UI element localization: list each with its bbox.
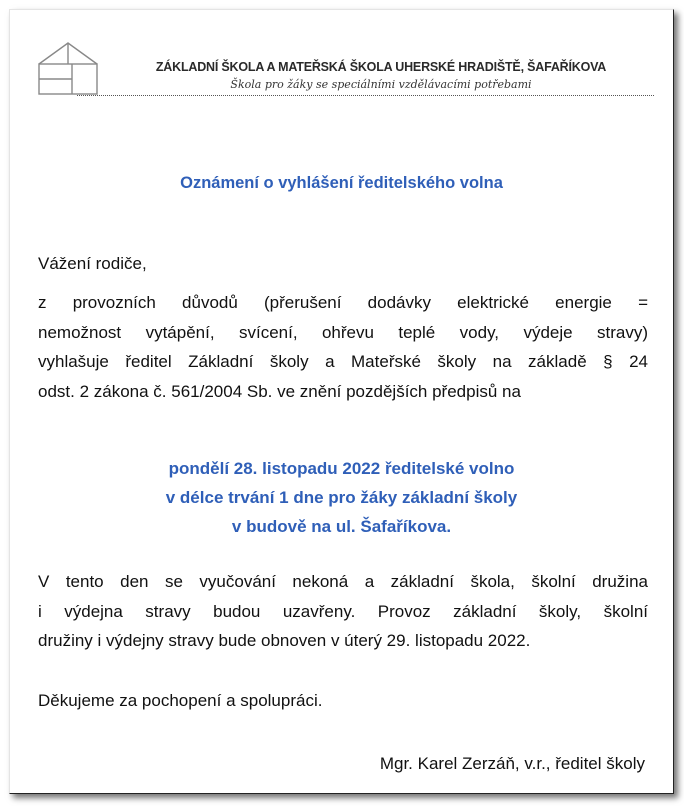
thanks-text: Děkujeme za pochopení a spolupráci. bbox=[38, 691, 323, 710]
signature: Mgr. Karel Zerzáň, v.r., ředitel školy bbox=[379, 754, 645, 773]
document-page bbox=[9, 9, 674, 794]
school-name: ZÁKLADNÍ ŠKOLA A MATEŘSKÁ ŠKOLA UHERSKÉ HRADIŠTĚ, ŠAFAŘÍKOVA bbox=[155, 60, 607, 74]
paragraph-line: družiny i výdejny stravy bude obnoven v úterý 29. listopadu 2022. bbox=[38, 631, 531, 650]
paragraph-line: V tento den se vyučování nekoná a základní škola, školní družina bbox=[38, 572, 648, 591]
paragraph-line: z provozních důvodů (přerušení dodávky elektrické energie = bbox=[38, 293, 648, 312]
paragraph-line: vyhlašuje ředitel Základní školy a Mateřské školy na základě § 24 bbox=[38, 352, 648, 371]
notice-line: v délce trvání 1 dne pro žáky základní školy bbox=[165, 488, 518, 507]
header-divider bbox=[77, 95, 654, 96]
notice-line: v budově na ul. Šafaříkova. bbox=[231, 517, 452, 536]
house-logo-icon bbox=[38, 42, 98, 96]
greeting: Vážení rodiče, bbox=[38, 254, 147, 273]
paragraph-closure bbox=[38, 567, 648, 656]
notice-highlight bbox=[10, 454, 673, 541]
paragraph-line: odst. 2 zákona č. 561/2004 Sb. ve znění pozdějších předpisů na bbox=[38, 381, 521, 401]
paragraph-line: i výdejna stravy budou uzavřeny. Provoz základní školy, školní bbox=[38, 601, 648, 621]
paragraph-reasons bbox=[38, 288, 648, 406]
document-title: Oznámení o vyhlášení ředitelského volna bbox=[180, 174, 503, 192]
school-motto: Škola pro žáky se speciálními vzdělávacími potřebami bbox=[230, 78, 532, 91]
paragraph-line: nemožnost vytápění, svícení, ohřevu teplé vody, výdeje stravy) bbox=[38, 322, 648, 342]
notice-line: pondělí 28. listopadu 2022 ředitelské volno bbox=[168, 459, 515, 478]
